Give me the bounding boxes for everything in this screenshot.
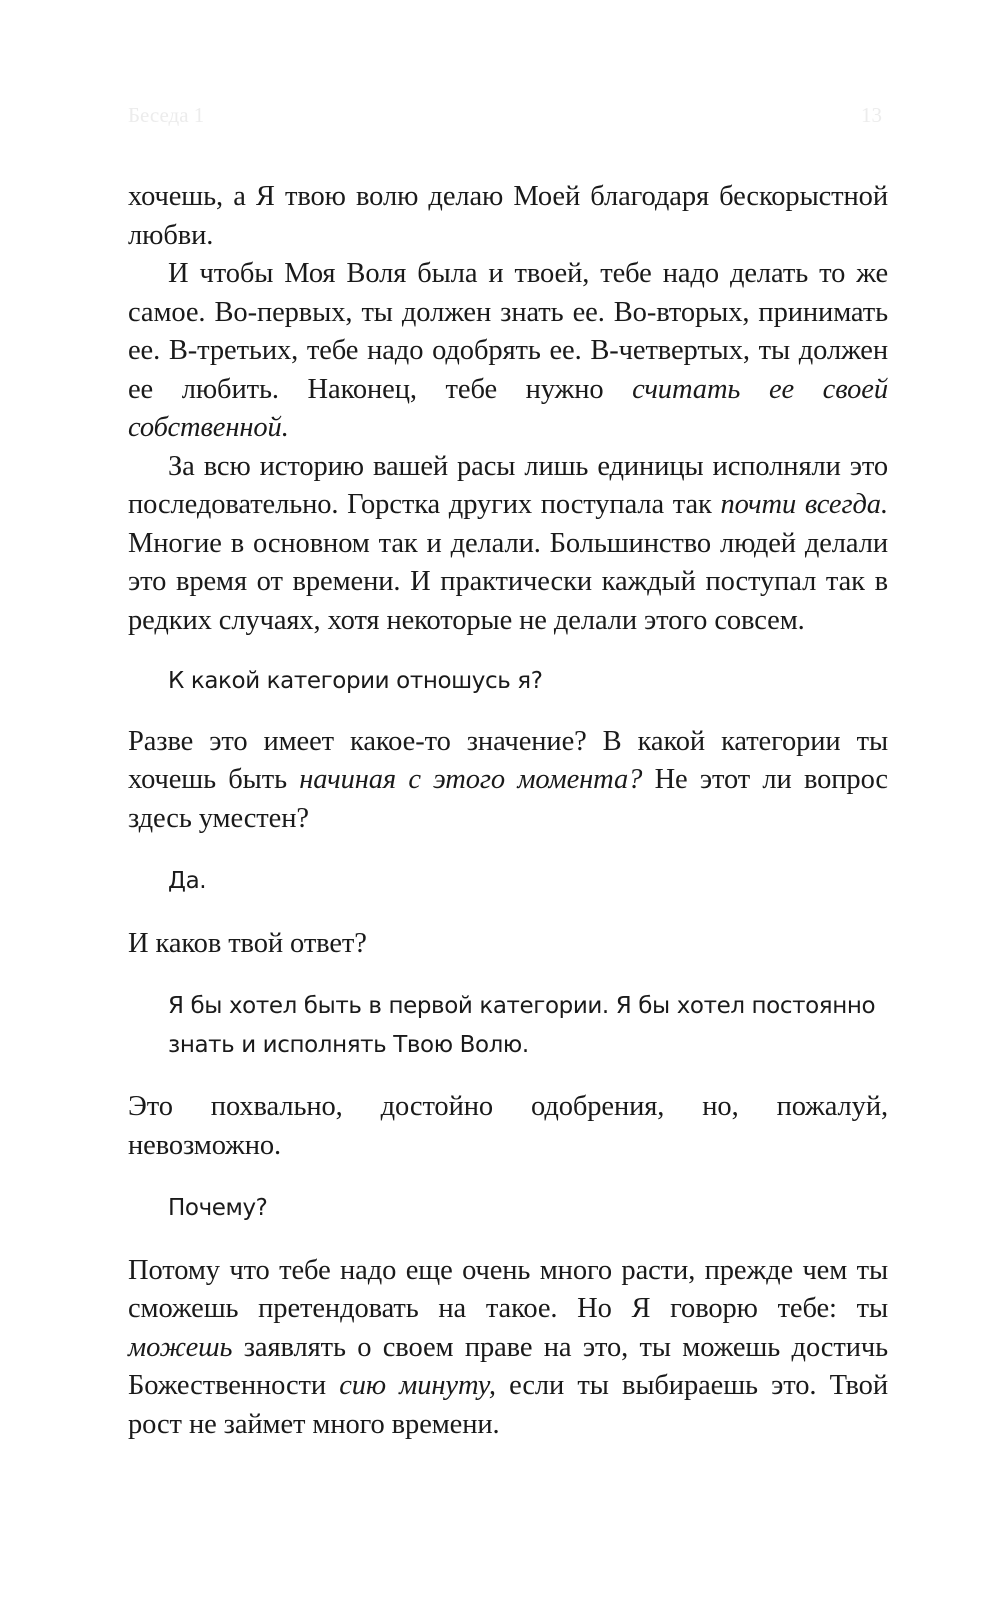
emphasis-text: можешь [128, 1331, 233, 1363]
question-yes: Да. [168, 868, 207, 894]
paragraph-text: Разве это имеет какое-то значение? В какой категории ты хочешь быть [128, 725, 888, 795]
paragraph-text: заявлять о своем праве на это, ты можешь достичь Божественности [128, 1331, 888, 1401]
question-why: Почему? [168, 1195, 268, 1221]
emphasis-text: почти всегда. [720, 489, 888, 520]
paragraph-continuation [128, 178, 888, 255]
chapter-title: Беседа 1 [128, 103, 205, 127]
running-head [128, 103, 882, 133]
paragraph-history [128, 448, 888, 641]
emphasis-text: начиная с этого момента? [299, 764, 643, 795]
question-first-category: Я бы хотел быть в первой категории. Я бы хотел постоянно знать и исполнять Твою Волю. [168, 993, 876, 1058]
page-number: 13 [861, 103, 882, 127]
answer-praise: Это похвально, достойно одобрения, но, пожалуй, невозможно. [128, 1091, 888, 1161]
answer-what: И каков твой ответ? [128, 927, 367, 959]
paragraph-will [128, 255, 888, 448]
paragraph-text: Многие в основном так и делали. Большинство людей делали это время от времени. И практически каждый поступал так в редких случаях, хотя некоторые не делали этого совсем. [128, 527, 888, 636]
paragraph-text: хочешь, а Я твою волю делаю Моей благодаря бескорыстной любви. [128, 181, 888, 251]
emphasis-text: считать ее своей собственной. [128, 373, 888, 443]
question-category: К какой категории отношусь я? [168, 668, 543, 694]
answer-category [128, 723, 888, 839]
answer-growth [128, 1252, 888, 1445]
paragraph-text: Потому что тебе надо еще очень много расти, прежде чем ты сможешь претендовать на такое. Но Я говорю тебе: ты [128, 1254, 888, 1324]
page-body [128, 178, 888, 1444]
emphasis-text: сию минуту, [339, 1370, 496, 1401]
paragraph-text: За всю историю вашей расы лишь единицы исполняли это последовательно. Горстка других поступала так [128, 450, 888, 520]
paragraph-text: И чтобы Моя Воля была и твоей, тебе надо делать то же самое. Во-первых, ты должен знать ее. Во-вторых, принимать ее. В-третьих, тебе надо одобрять ее. В-четвертых, ты должен ее любить. Наконец, тебе нужно [128, 258, 888, 405]
paragraph-text: если ты выбираешь это. Твой рост не займет много времени. [128, 1370, 888, 1440]
paragraph-text: Не этот ли вопрос здесь уместен? [128, 764, 888, 834]
